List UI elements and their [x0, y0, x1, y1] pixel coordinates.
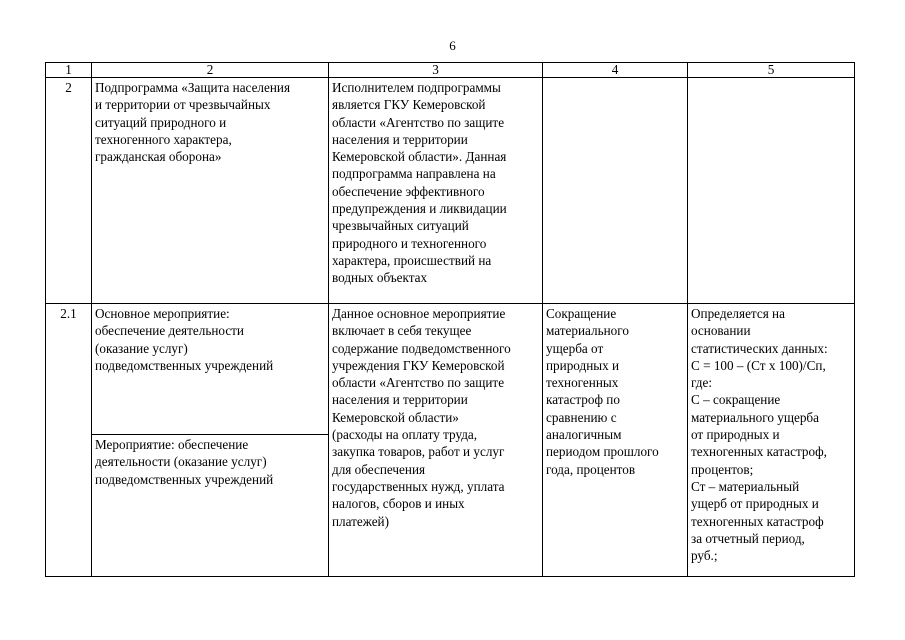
sub-activity-name: Мероприятие: обеспечение деятельности (оказание услуг) подведомственных учреждений	[92, 435, 329, 577]
column-header-4: 4	[543, 63, 688, 78]
table-row	[46, 78, 855, 304]
table-row	[46, 304, 855, 435]
column-header-5: 5	[688, 63, 855, 78]
calculation-method-cell	[688, 78, 855, 304]
main-activity-name: Основное мероприятие: обеспечение деятельности (оказание услуг) подведомственных учреждений	[92, 304, 329, 435]
row-number: 2	[46, 78, 92, 304]
indicator-cell	[543, 78, 688, 304]
activity-description: Данное основное мероприятие включает в себя текущее содержание подведомственного учреждения ГКУ Кемеровской области «Агентство по защите населения и территории Кемеровской области» (расходы на оплату труда, закупка товаров, работ и услуг для обеспечения государственных нужд, уплата налогов, сборов и иных платежей)	[329, 304, 543, 577]
subprogram-name: Подпрограмма «Защита населения и территории от чрезвычайных ситуаций природного и техногенного характера, гражданская оборона»	[92, 78, 329, 304]
page-number: 6	[449, 38, 456, 53]
column-header-3: 3	[329, 63, 543, 78]
program-table	[45, 62, 855, 577]
table-header-row	[46, 63, 855, 78]
indicator-cell: Сокращение материального ущерба от природных и техногенных катастроф по сравнению с аналогичным периодом прошлого года, процентов	[543, 304, 688, 577]
column-header-2: 2	[92, 63, 329, 78]
subprogram-description: Исполнителем подпрограммы является ГКУ Кемеровской области «Агентство по защите населения и территории Кемеровской области». Данная подпрограмма направлена на обеспечение эффективного предупреждения и ликвидации чрезвычайных ситуаций природного и техногенного характера, происшествий на водных объектах	[329, 78, 543, 304]
calculation-method-cell: Определяется на основании статистических данных: С = 100 – (Ст х 100)/Сп, где: С – сокращение материального ущерба от природных и техногенных катастроф, процентов; Ст – материальный ущерб от природных и техногенных катастроф за отчетный период, руб.;	[688, 304, 855, 577]
row-number: 2.1	[46, 304, 92, 577]
column-header-1: 1	[46, 63, 92, 78]
